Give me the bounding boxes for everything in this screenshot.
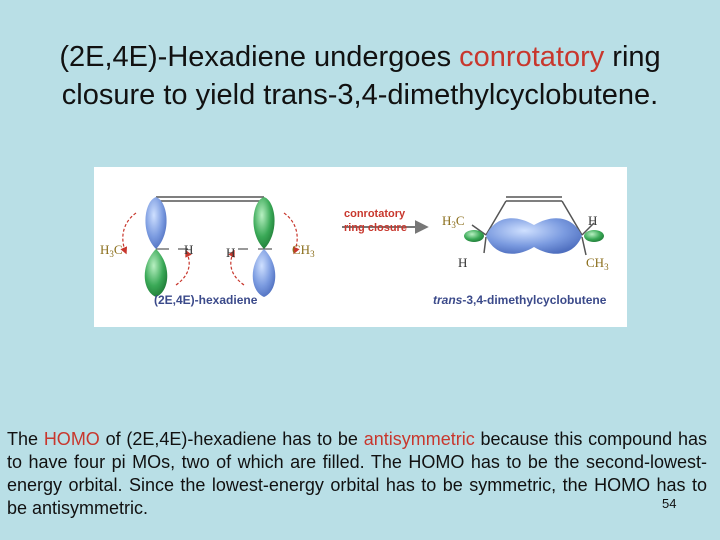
reactant-h-mid: H bbox=[226, 245, 236, 260]
title-text-end: ring closure to yield trans-3,4-dimethylcyclobutene. bbox=[61, 41, 661, 111]
body-text-1: The bbox=[7, 429, 44, 449]
reactant-caption: (2E,4E)-hexadiene bbox=[154, 293, 258, 307]
sigma-bond-lobe bbox=[486, 218, 582, 254]
product-ch3: $CH_3$ bbox=[586, 255, 609, 272]
product-left-green-lobe bbox=[464, 230, 484, 242]
reactant-ch3-right: $CH_3$ bbox=[292, 242, 315, 259]
right-blue-lobe bbox=[253, 249, 276, 297]
title-accent-conrotatory: conrotatory bbox=[459, 41, 605, 73]
product-caption: trans-3,4-dimethylcyclobutene bbox=[433, 293, 607, 307]
body-text-3: because this compound has to have four pi MOs, two of which are filled. The HOMO has to be the second-lowest-energy orbital. Since the lowest-energy orbital has to be symmetric, the HOMO has to be antisymmetric. bbox=[7, 429, 707, 518]
left-blue-lobe bbox=[145, 197, 166, 249]
reaction-diagram bbox=[94, 167, 627, 327]
arrow-label-line1: conrotatory bbox=[344, 208, 406, 220]
reactant-h-left: H bbox=[184, 242, 194, 257]
right-green-lobe bbox=[253, 197, 274, 249]
left-green-lobe bbox=[145, 249, 168, 297]
reaction-figure bbox=[94, 167, 627, 327]
body-accent-antisymmetric: antisymmetric bbox=[363, 429, 475, 449]
body-accent-homo: HOMO bbox=[43, 429, 100, 449]
explanation-paragraph bbox=[7, 428, 707, 520]
product-h-bottom: H bbox=[458, 255, 468, 270]
product-right-green-lobe bbox=[584, 230, 604, 242]
left-p-orbital bbox=[145, 197, 168, 297]
slide-number: 54 bbox=[662, 496, 677, 511]
reactant-h3c-left: $H_3C$ bbox=[100, 242, 123, 259]
slide-title bbox=[20, 38, 700, 114]
title-text-start: (2E,4E)-Hexadiene undergoes bbox=[59, 41, 460, 73]
body-text-2: of (2E,4E)-hexadiene has to be bbox=[99, 429, 364, 449]
reaction-arrow bbox=[342, 208, 426, 234]
right-p-orbital bbox=[253, 197, 276, 297]
product-h3c: $H_3C$ bbox=[442, 213, 465, 230]
arrow-label-line2: ring closure bbox=[344, 222, 407, 234]
product-h-top: H bbox=[588, 213, 598, 228]
